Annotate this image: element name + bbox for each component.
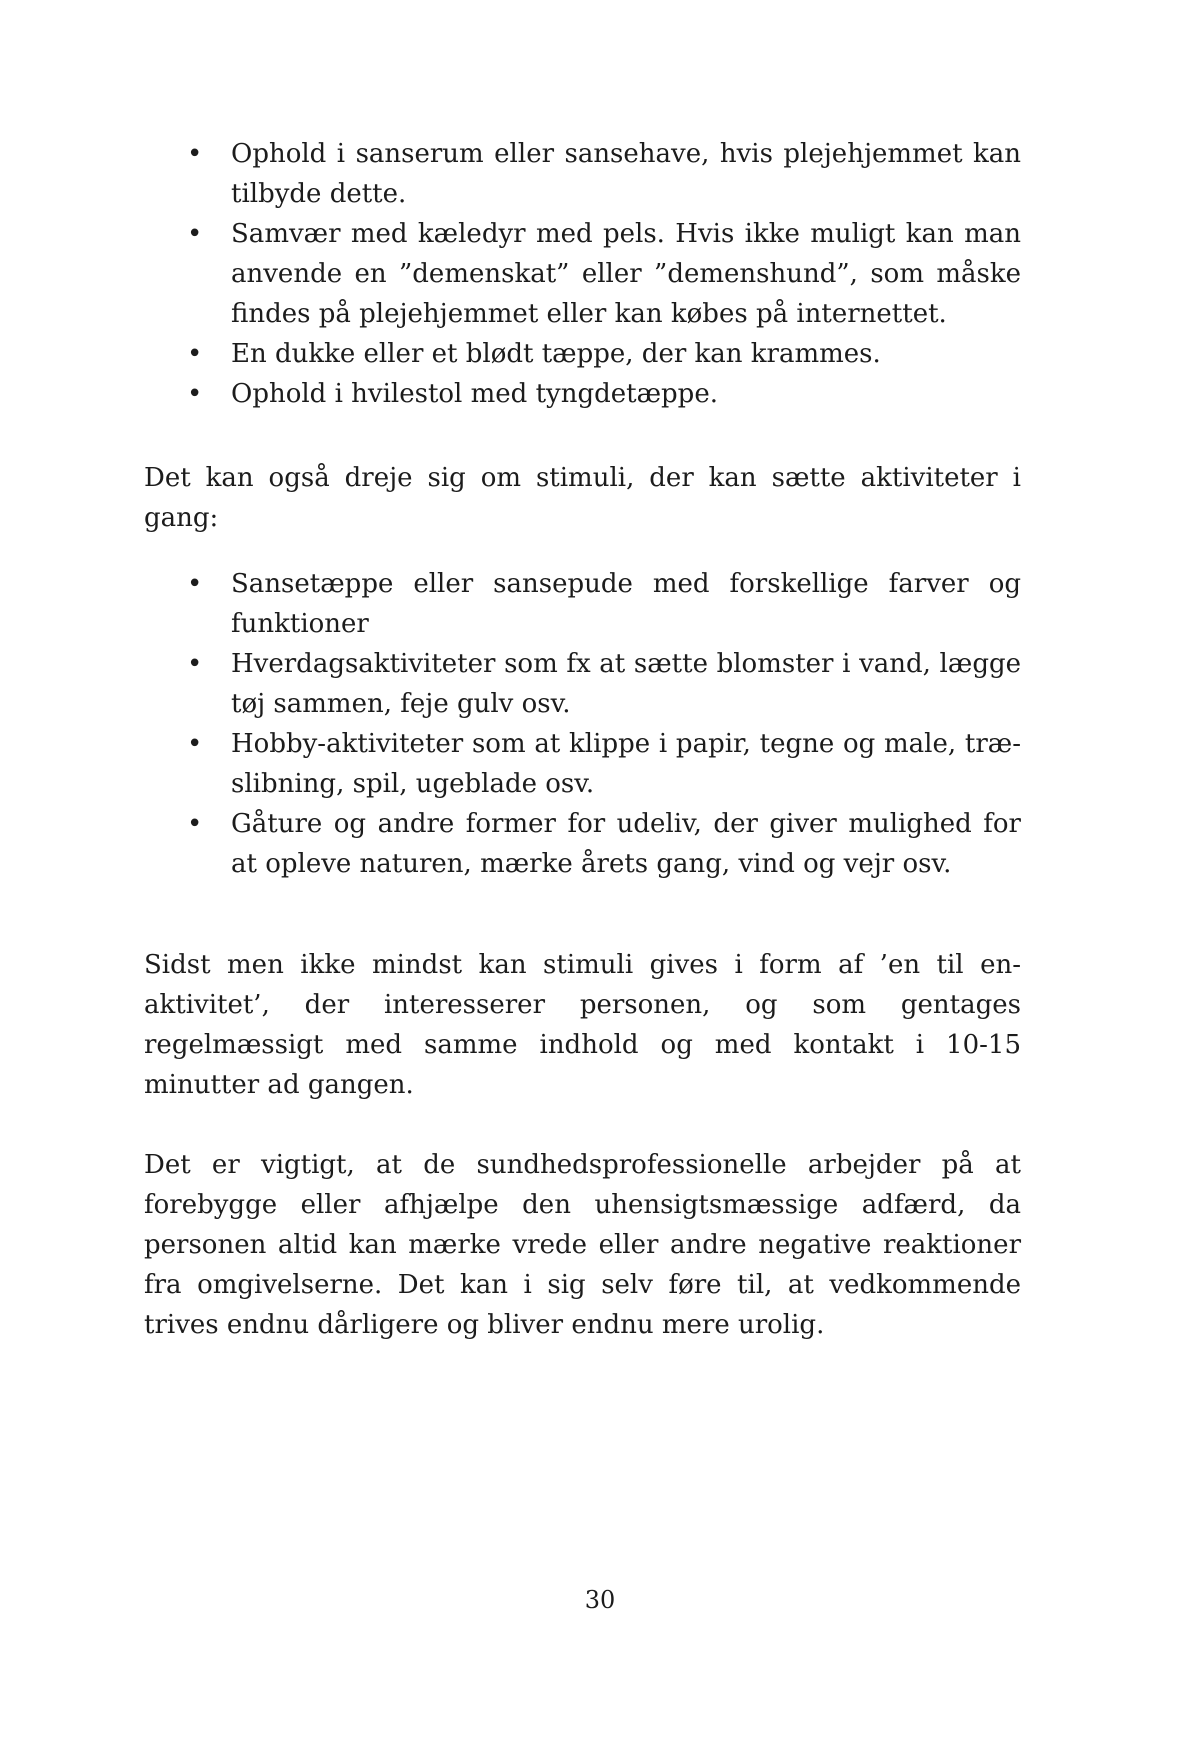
intro-paragraph: Det kan også dreje sig om stimuli, der kan sætte aktiviteter i gang:	[144, 463, 1021, 533]
bullet-marker: •	[187, 339, 203, 369]
list-item-text: Gåture og andre former for udeliv, der giver mulighed for at opleve naturen, mærke årets gang, vind og vejr osv.	[231, 809, 1021, 879]
bullet-marker: •	[187, 139, 203, 169]
bullet-list-activities	[144, 564, 1021, 884]
bullet-marker: •	[187, 729, 203, 759]
list-item-text: Samvær med kæledyr med pels. Hvis ikke muligt kan man anvende en ”demenskat” eller ”demenshund”, som måske findes på plejehjemmet eller kan købes på internettet.	[231, 219, 1021, 329]
list-item-text: Ophold i hvilestol med tyngdetæppe.	[231, 379, 718, 409]
page-number: 30	[584, 1586, 616, 1614]
list-item	[144, 134, 1021, 214]
list-item	[144, 564, 1021, 644]
list-item	[144, 644, 1021, 724]
list-item	[144, 804, 1021, 884]
bullet-marker: •	[187, 809, 203, 839]
list-item	[144, 724, 1021, 804]
page-content	[144, 134, 1021, 1345]
bullet-marker: •	[187, 649, 203, 679]
bullet-marker: •	[187, 219, 203, 249]
list-item	[144, 334, 1021, 374]
bullet-list-comfort	[144, 134, 1021, 414]
bullet-marker: •	[187, 569, 203, 599]
list-item	[144, 214, 1021, 334]
bullet-marker: •	[187, 379, 203, 409]
list-item-text: Ophold i sanserum eller sansehave, hvis plejehjemmet kan tilbyde dette.	[231, 139, 1021, 209]
list-item-text: En dukke eller et blødt tæppe, der kan krammes.	[231, 339, 881, 369]
list-item-text: Hverdagsaktiviteter som fx at sætte blomster i vand, lægge tøj sammen, feje gulv osv.	[231, 649, 1021, 719]
list-item	[144, 374, 1021, 414]
conclusion-paragraph: Det er vigtigt, at de sundhedsprofessionelle arbejder på at forebygge eller afhjælpe den uhensigtsmæssige adfærd, da personen altid kan mærke vrede eller andre negative reaktioner fra omgivelserne. Det kan i sig selv føre til, at vedkommende trives endnu dårligere og bliver endnu mere urolig.	[144, 1150, 1021, 1340]
list-item-text: Hobby-aktiviteter som at klippe i papir, tegne og male, træ-slibning, spil, ugeblade osv.	[231, 729, 1021, 799]
list-item-text: Sansetæppe eller sansepude med forskellige farver og funktioner	[231, 569, 1021, 639]
one-to-one-paragraph: Sidst men ikke mindst kan stimuli gives i form af ’en til en-aktivitet’, der interesserer personen, og som gentages regelmæssigt med samme indhold og med kontakt i 10-15 minutter ad gangen.	[144, 950, 1021, 1100]
